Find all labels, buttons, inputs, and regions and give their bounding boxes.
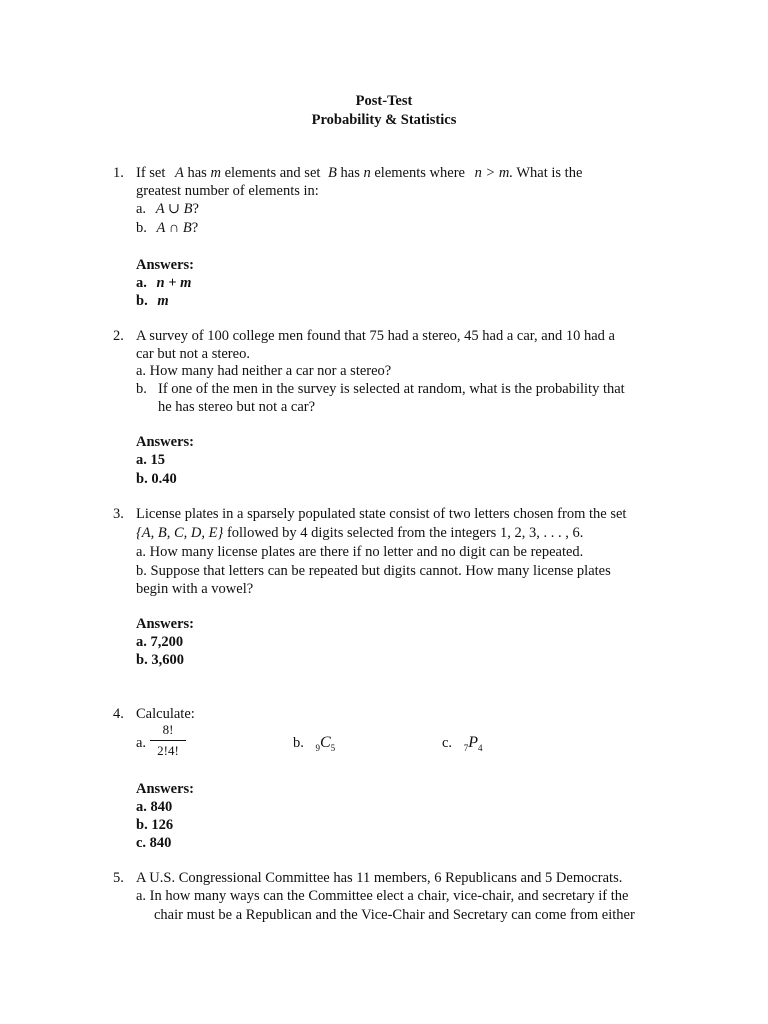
answer-c: c. 840 (136, 835, 172, 851)
answer-value: n + m (156, 275, 192, 291)
question-text: car but not a stereo. (136, 346, 250, 362)
label: a. (136, 201, 147, 217)
answer-a (136, 274, 191, 292)
fraction-bar (150, 740, 186, 741)
question-number: 1. (113, 165, 124, 181)
permutation-n: 7 (463, 742, 469, 753)
answers-heading: Answers: (136, 434, 194, 450)
permutation-symbol: P (468, 734, 478, 751)
text-fragment: followed by 4 digits selected from the integers 1, 2, 3, . . . , 6. (226, 525, 584, 541)
set-a: A (175, 165, 184, 181)
answer-a: a. 15 (136, 452, 165, 468)
question-text: License plates in a sparsely populated state consist of two letters chosen from the set (136, 506, 627, 522)
question-number: 3. (113, 506, 124, 522)
combination-n: 9 (315, 742, 320, 753)
answer-a: a. 7,200 (136, 634, 184, 650)
answer-b: b. 0.40 (136, 471, 177, 487)
text-fragment: ? (191, 220, 199, 236)
letter-set: {A, B, C, D, E} (136, 525, 224, 541)
text-fragment: If set (136, 165, 166, 181)
var-n: n (363, 165, 371, 181)
intersection-expression: A ∩ B (156, 220, 192, 236)
sub-question-a-cont: chair must be a Republican and the Vice-Chair and Secretary can come from either (154, 907, 635, 923)
sub-question-b: b. Suppose that letters can be repeated but digits cannot. How many license plates (136, 563, 611, 579)
sub-question-a (136, 200, 199, 218)
set-b: B (328, 165, 337, 181)
sub-question-b-cont: begin with a vowel? (136, 581, 254, 597)
text-fragment: ? (192, 201, 199, 217)
union-expression: A ∪ B (155, 201, 193, 217)
sub-question-a: a. How many license plates are there if no letter and no digit can be repeated. (136, 544, 584, 560)
combination-symbol: C (320, 734, 331, 751)
var-m: m (210, 165, 221, 181)
text-fragment: elements and set (220, 165, 321, 181)
page-subtitle: Probability & Statistics (311, 112, 457, 128)
label: b. (293, 735, 304, 751)
part-b (293, 734, 335, 757)
answer-b: b. 3,600 (136, 652, 184, 668)
sub-question-b: If one of the men in the survey is selected at random, what is the probability that (158, 381, 625, 397)
question-number: 2. (113, 328, 124, 344)
permutation-r: 4 (477, 742, 483, 753)
question-text (136, 164, 582, 182)
question-text: Calculate: (136, 706, 195, 722)
text-fragment: What is the (512, 165, 583, 181)
label: b. (136, 293, 148, 309)
label: b. (136, 220, 147, 236)
fraction-numerator: 8! (162, 722, 174, 737)
answer-b (136, 292, 169, 310)
sub-question-a: a. In how many ways can the Committee elect a chair, vice-chair, and secretary if the (136, 888, 629, 904)
question-text: greatest number of elements in: (136, 183, 319, 199)
sub-question-b-cont: he has stereo but not a car? (158, 399, 316, 415)
text-fragment: elements where (370, 165, 465, 181)
answers-heading: Answers: (136, 781, 194, 797)
sub-question-b-label: b. (136, 381, 147, 397)
answers-heading: Answers: (136, 257, 194, 273)
answer-value: m (157, 293, 169, 309)
answer-b: b. 126 (136, 817, 174, 833)
part-a-label: a. (136, 735, 147, 751)
answer-a: a. 840 (136, 799, 173, 815)
answers-heading: Answers: (136, 616, 194, 632)
text-fragment: has (187, 165, 207, 181)
text-fragment: has (340, 165, 360, 181)
fraction-denominator: 2!4! (157, 743, 179, 758)
question-text: A U.S. Congressional Committee has 11 members, 6 Republicans and 5 Democrats. (136, 870, 623, 886)
condition: n > m. (474, 165, 513, 181)
combination-r: 5 (330, 742, 336, 753)
question-number: 5. (113, 870, 124, 886)
question-number: 4. (113, 706, 124, 722)
question-text (136, 524, 583, 542)
page-title: Post-Test (355, 93, 413, 109)
sub-question-b (136, 219, 198, 237)
sub-question-a: a. How many had neither a car nor a stereo? (136, 363, 392, 379)
question-text: A survey of 100 college men found that 75 had a stereo, 45 had a car, and 10 had a (136, 328, 615, 344)
part-c (442, 734, 482, 757)
label: a. (136, 275, 147, 291)
label: c. (442, 735, 453, 751)
fraction (150, 722, 186, 759)
